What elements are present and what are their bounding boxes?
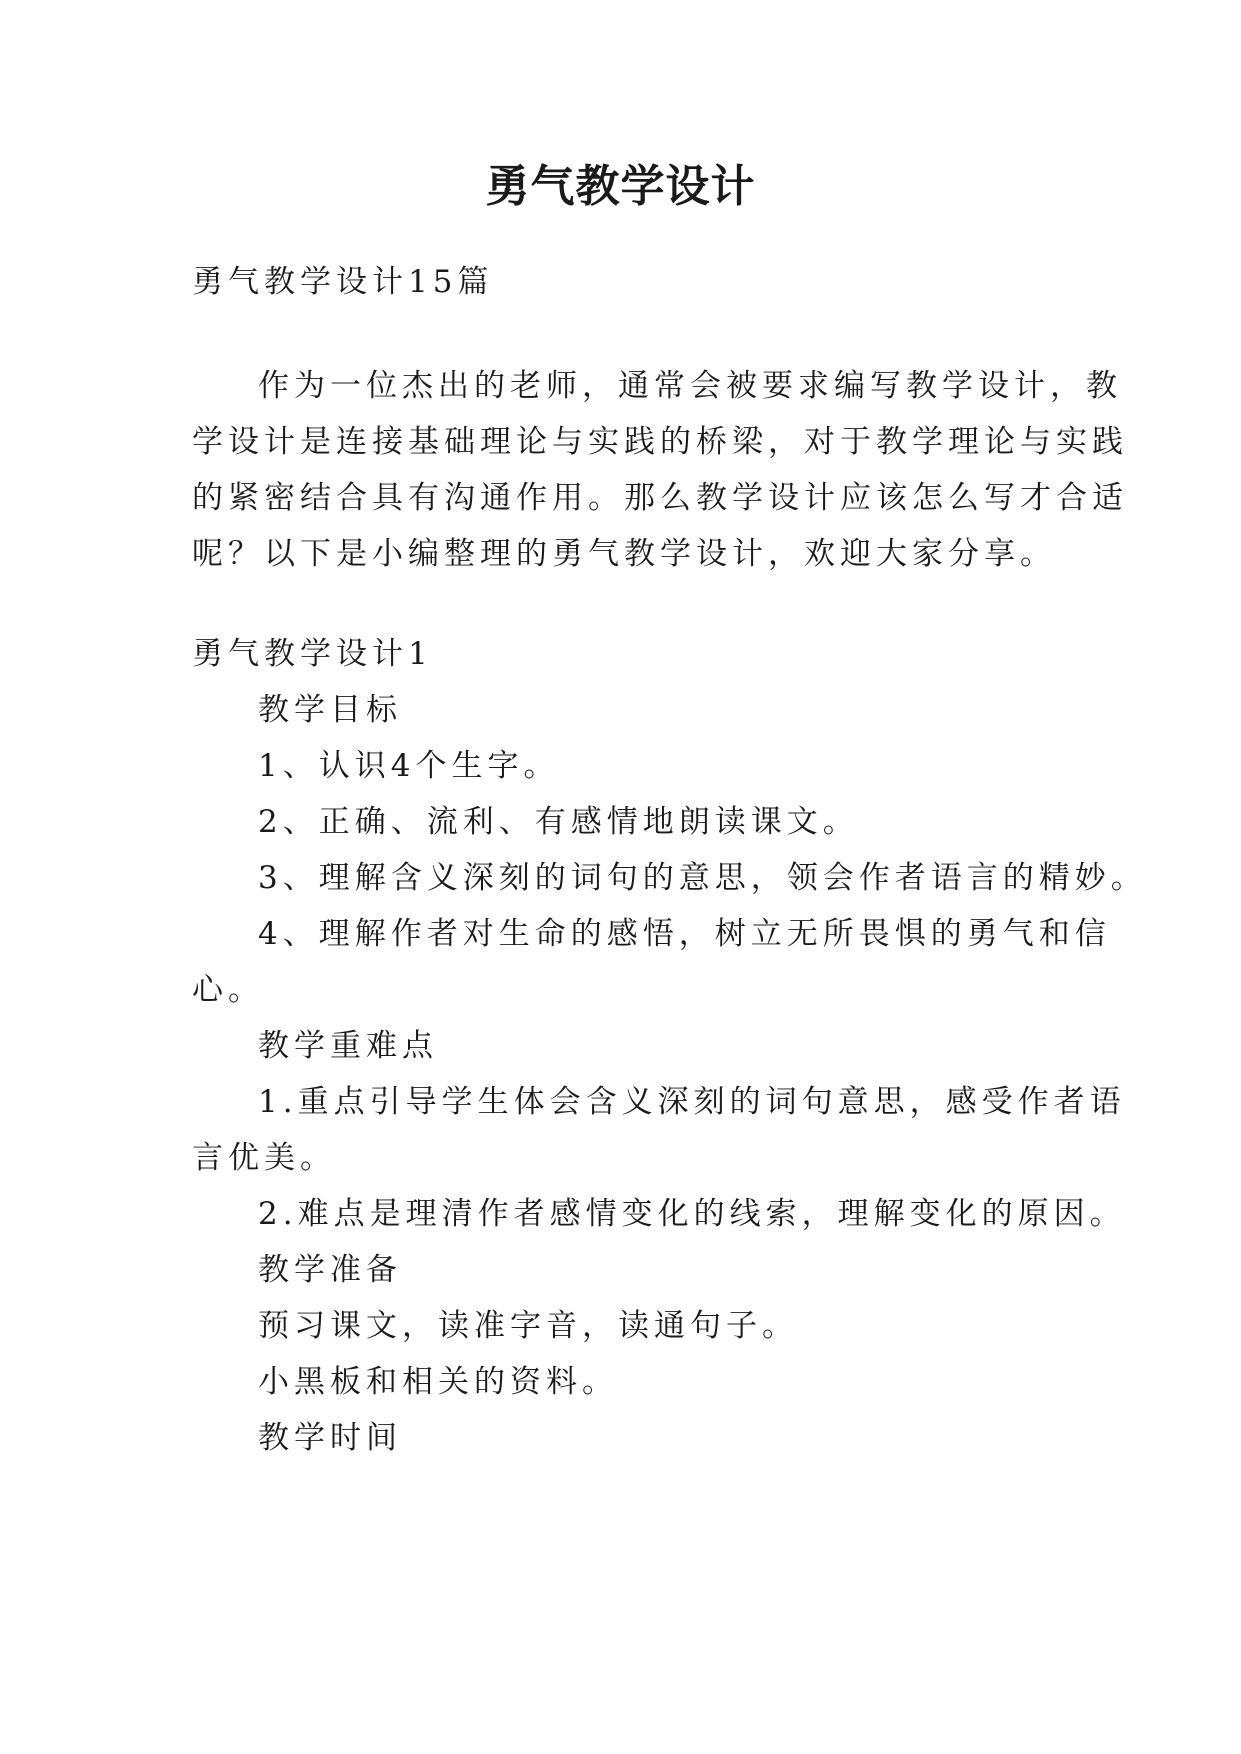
difficulty-heading: 教学重难点	[258, 1028, 438, 1064]
document-title: 勇气教学设计	[485, 161, 756, 212]
prep-item-1: 预习课文，读准字音，读通句子。	[258, 1308, 798, 1344]
prep-heading: 教学准备	[258, 1252, 402, 1288]
goal-item-3: 3、理解含义深刻的词句的意思，领会作者语言的精妙。	[258, 860, 1147, 896]
difficulty-item-2: 2.难点是理清作者感情变化的线索，理解变化的原因。	[258, 1196, 1126, 1232]
intro-line-2: 学设计是连接基础理论与实践的桥梁，对于教学理论与实践	[192, 424, 1128, 460]
goals-heading: 教学目标	[258, 692, 402, 728]
difficulty-item-1-continued: 言优美。	[192, 1140, 336, 1176]
difficulty-item-1: 1.重点引导学生体会含义深刻的词句意思，感受作者语	[258, 1084, 1126, 1120]
prep-item-2: 小黑板和相关的资料。	[258, 1364, 618, 1400]
goal-item-4-continued: 心。	[192, 972, 264, 1008]
goal-item-2: 2、正确、流利、有感情地朗读课文。	[258, 804, 859, 840]
section-heading: 勇气教学设计1	[192, 636, 433, 672]
goal-item-1: 1、认识4个生字。	[258, 748, 560, 784]
time-heading: 教学时间	[258, 1420, 402, 1456]
intro-line-4: 呢？以下是小编整理的勇气教学设计，欢迎大家分享。	[192, 536, 1056, 572]
document-subtitle: 勇气教学设计15篇	[192, 264, 494, 300]
goal-item-4: 4、理解作者对生命的感悟，树立无所畏惧的勇气和信	[258, 916, 1111, 952]
intro-line-1: 作为一位杰出的老师，通常会被要求编写教学设计，教	[258, 368, 1122, 404]
intro-line-3: 的紧密结合具有沟通作用。那么教学设计应该怎么写才合适	[192, 480, 1128, 516]
